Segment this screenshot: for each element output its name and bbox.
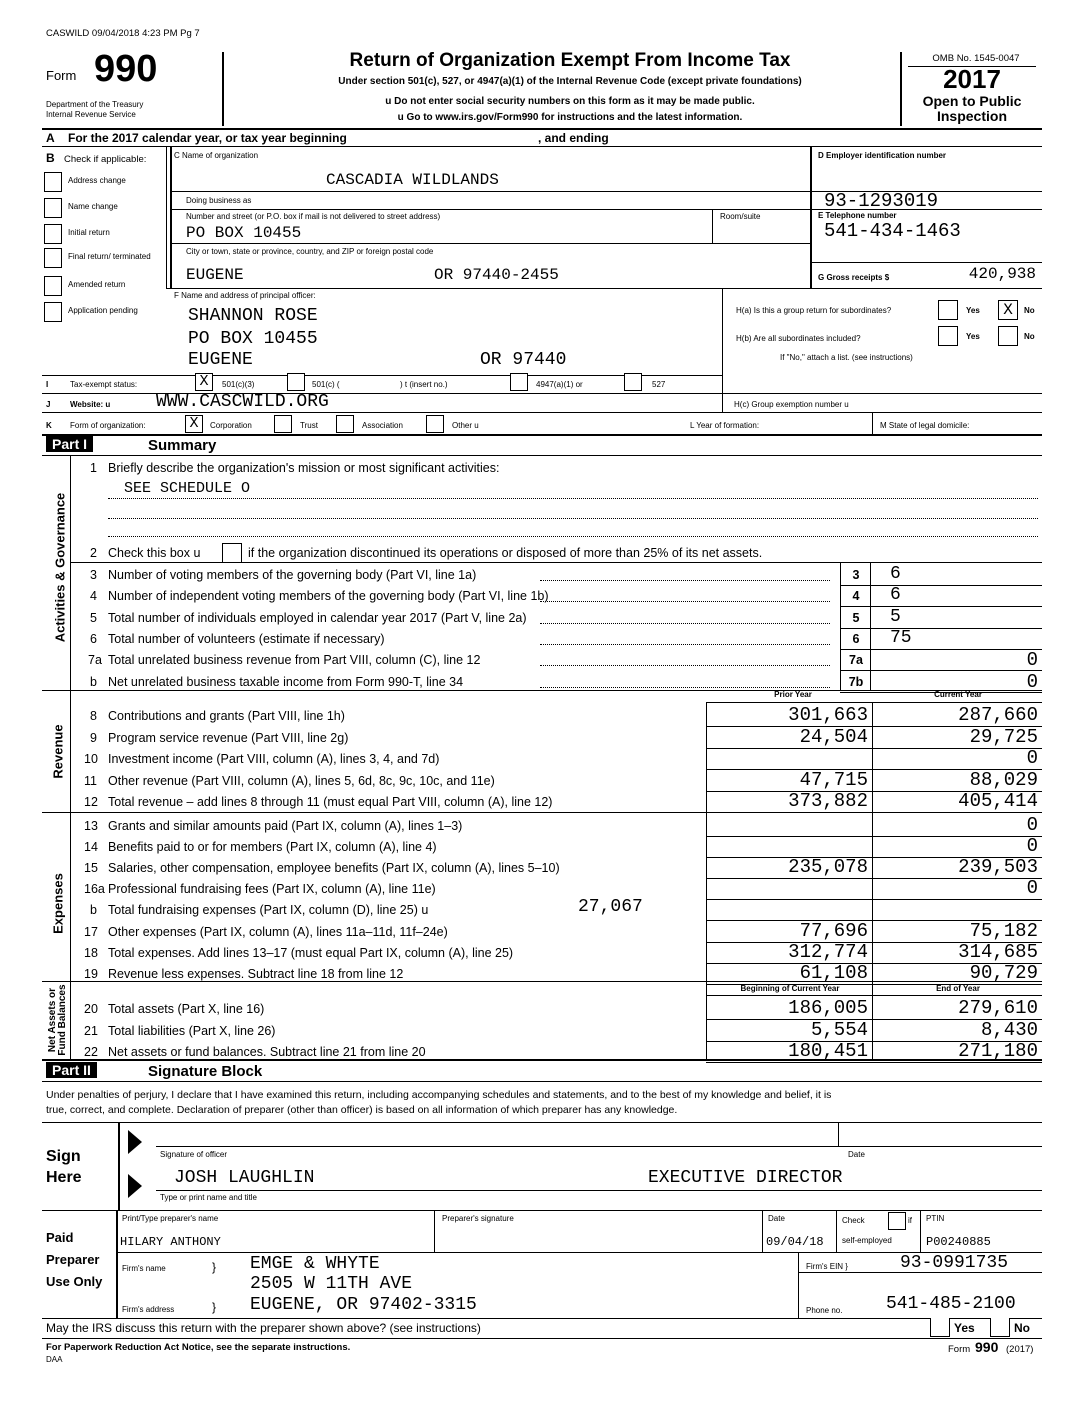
527-label: 527 <box>652 380 666 389</box>
501c3-label: 501(c)(3) <box>222 380 255 389</box>
line-text: Total number of volunteers (estimate if necessary) <box>108 631 385 646</box>
signer-name: JOSH LAUGHLIN <box>174 1168 315 1188</box>
form-of-org-label: Form of organization: <box>70 421 146 430</box>
here-label: Here <box>46 1169 82 1186</box>
current-year-value: 239,503 <box>958 856 1038 879</box>
line-value: 75 <box>890 627 912 648</box>
other-label: Other u <box>452 421 479 430</box>
line-text: Total unrelated business revenue from Part VIII, column (C), line 12 <box>108 653 481 668</box>
line-text: Program service revenue (Part VIII, line 2g) <box>108 730 349 745</box>
org-state-zip: OR 97440-2455 <box>434 266 559 284</box>
prep-date-label: Date <box>768 1214 785 1223</box>
prior-year-value: 77,696 <box>799 919 868 942</box>
prep-sig-label: Preparer's signature <box>442 1214 514 1223</box>
discuss-no-label: No <box>1014 1321 1030 1335</box>
if-label: if <box>908 1216 912 1225</box>
perjury-line1: Under penalties of perjury, I declare that I have examined this return, including accompanying schedules and statements, and to the best of my knowledge and belief, it is <box>46 1089 832 1101</box>
officer-address: PO BOX 10455 <box>188 329 318 349</box>
line-number: 8 <box>90 709 97 723</box>
line2-text-a: Check this box u <box>108 546 201 560</box>
line-box-number: 7a <box>849 653 863 668</box>
ha-yes-label: Yes <box>966 306 980 315</box>
header-note: CASWILD 09/04/2018 4:23 PM Pg 7 <box>46 28 200 39</box>
preparer-name: HILARY ANTHONY <box>120 1235 221 1249</box>
line-text: Salaries, other compensation, employee benefits (Part IX, column (A), lines 5–10) <box>108 861 560 876</box>
applicable-label: Address change <box>68 176 126 185</box>
discuss-question: May the IRS discuss this return with the preparer shown above? (see instructions) <box>46 1321 481 1335</box>
row-j-letter: J <box>46 400 51 409</box>
check-label: Check <box>842 1216 865 1225</box>
prior-year-value: 373,882 <box>788 790 868 812</box>
paperwork-notice: For Paperwork Reduction Act Notice, see the separate instructions. <box>46 1342 351 1353</box>
city-label: City or town, state or province, country, and ZIP or foreign postal code <box>186 247 434 256</box>
current-year-value: 314,685 <box>958 940 1038 963</box>
row-a-text: For the 2017 calendar year, or tax year beginning <box>68 131 347 145</box>
line-number: 22 <box>84 1045 98 1059</box>
org-name: CASCADIA WILDLANDS <box>326 171 499 189</box>
501c-insert-label: ) t (insert no.) <box>400 380 448 389</box>
line-number: 9 <box>90 730 97 745</box>
form-number: 990 <box>94 48 158 90</box>
form-subtitle-3: u Go to www.irs.gov/Form990 for instructions and the latest information. <box>397 112 743 123</box>
hb-yes-label: Yes <box>966 332 980 341</box>
footer-form-year: (2017) <box>1006 1344 1034 1355</box>
website-label: Website: u <box>70 400 111 409</box>
leader-dots <box>540 601 830 602</box>
officer-state-zip: OR 97440 <box>480 350 567 370</box>
4947-checkbox[interactable] <box>510 373 528 391</box>
line-value: 0 <box>1026 670 1038 693</box>
firm-name-label: Firm's name <box>122 1264 166 1273</box>
line-text: Other revenue (Part VIII, column (A), lines 5, 6d, 8c, 9c, 10c, and 11e) <box>108 773 495 788</box>
applicable-checkbox[interactable] <box>44 276 62 296</box>
hb-no-checkbox[interactable] <box>998 326 1018 346</box>
leader-dots <box>540 623 830 624</box>
applicable-checkbox[interactable] <box>44 248 62 268</box>
street-label: Number and street (or P.O. box if mail is not delivered to street address) <box>186 212 441 221</box>
applicable-checkbox[interactable] <box>44 224 62 244</box>
firm-name-arrow-icon: } <box>212 1260 217 1274</box>
line-text: Grants and similar amounts paid (Part IX, column (A), lines 1–3) <box>108 819 463 833</box>
current-year-value: 29,725 <box>969 725 1038 748</box>
line-value: 5 <box>890 606 901 627</box>
website-value[interactable]: WWW.CASCWILD.ORG <box>156 392 329 412</box>
line-number: 18 <box>84 945 98 960</box>
firm-address-2: EUGENE, OR 97402-3315 <box>250 1295 477 1315</box>
gross-label: G Gross receipts $ <box>818 273 890 282</box>
line-number: 21 <box>84 1023 98 1038</box>
line-text: Investment income (Part VIII, column (A), lines 3, 4, and 7d) <box>108 752 440 766</box>
row-rule <box>706 1062 1042 1063</box>
trust-checkbox[interactable] <box>274 415 292 433</box>
discuss-yes-checkbox[interactable] <box>930 1318 950 1337</box>
applicable-checkbox[interactable] <box>44 198 62 218</box>
line-number: 14 <box>84 840 98 855</box>
firm-address-arrow-icon: } <box>212 1300 217 1314</box>
hb-question: H(b) Are all subordinates included? <box>736 334 861 343</box>
dept-line1: Department of the Treasury <box>46 100 144 109</box>
paid-label: Paid <box>46 1230 74 1245</box>
phone-no-label: Phone no. <box>806 1306 843 1315</box>
current-year-value: 287,660 <box>958 704 1038 726</box>
row-i-letter: I <box>46 380 49 389</box>
ha-yes-checkbox[interactable] <box>938 300 958 320</box>
perjury-line2: true, correct, and complete. Declaration of preparer (other than officer) is based on all information of which preparer has any knowledge. <box>46 1104 678 1116</box>
row-rule <box>706 899 1042 900</box>
line-number: 17 <box>84 924 98 939</box>
org-street: PO BOX 10455 <box>186 224 302 242</box>
prep-name-label: Print/Type preparer's name <box>122 1214 219 1223</box>
line-number: 12 <box>84 795 98 809</box>
line-text: Contributions and grants (Part VIII, line 1h) <box>108 709 345 723</box>
ein-value: 93-1293019 <box>824 190 939 212</box>
corporation-checkbox[interactable]: X <box>185 415 203 433</box>
omb-number: OMB No. 1545-0047 <box>932 53 1020 64</box>
current-year-value: 405,414 <box>958 790 1038 812</box>
signer-title: EXECUTIVE DIRECTOR <box>648 1168 843 1188</box>
current-year-value: 88,029 <box>969 768 1038 791</box>
gross-value: 420,938 <box>968 265 1036 283</box>
inspection-label: Inspection <box>936 108 1007 124</box>
form-label: Form <box>46 68 77 83</box>
line-value: 6 <box>890 564 901 584</box>
leader-dots <box>540 687 830 688</box>
line-value: 0 <box>1026 649 1038 672</box>
sign-arrow-icon-2 <box>128 1174 142 1198</box>
inline-value: 27,067 <box>578 897 643 918</box>
line-box-number: 3 <box>852 568 860 582</box>
row-k-letter: K <box>46 421 52 430</box>
preparer-ptin: P00240885 <box>926 1235 991 1249</box>
501c-checkbox[interactable] <box>287 373 305 391</box>
tax-year: 2017 <box>943 64 1001 94</box>
signature-label: Signature of officer <box>160 1150 228 1159</box>
form-title: Return of Organization Exempt From Income Tax <box>349 50 791 71</box>
prior-year-value: 180,451 <box>788 1040 868 1062</box>
side-label-governance: Activities & Governance <box>52 492 68 643</box>
line-text: Total revenue – add lines 8 through 11 (must equal Part VIII, column (A), line 12) <box>108 795 553 809</box>
applicable-label: Final return/ terminated <box>68 252 151 261</box>
col-prior-year: Prior Year <box>774 690 812 699</box>
dept-line2: Internal Revenue Service <box>46 110 136 119</box>
open-to-public: Open to Public <box>922 93 1022 109</box>
association-checkbox[interactable] <box>336 415 354 433</box>
part1-title: Summary <box>148 437 217 454</box>
firm-name: EMGE & WHYTE <box>250 1254 380 1274</box>
part2-label: Part II <box>46 1062 97 1078</box>
side-label-net-assets: Net Assets or Fund Balances <box>47 984 68 1056</box>
other-checkbox[interactable] <box>426 415 444 433</box>
org-name-label: C Name of organization <box>174 151 259 160</box>
sign-label: Sign <box>46 1148 81 1165</box>
col-beginning: Beginning of Current Year <box>740 984 840 993</box>
ha-question: H(a) Is this a group return for subordinates? <box>736 306 892 315</box>
firm-phone: 541-485-2100 <box>886 1294 1016 1314</box>
line-number: 11 <box>84 773 97 788</box>
line-number: 16a <box>84 882 105 897</box>
self-employed-label: self-employed <box>842 1236 892 1245</box>
line-box-number: 4 <box>852 589 860 604</box>
line-number: b <box>90 903 97 918</box>
line-number: 15 <box>84 861 98 876</box>
line-box-number: 6 <box>852 631 860 646</box>
501c-label: 501(c) ( <box>312 380 340 389</box>
line-box-number: 7b <box>848 674 864 689</box>
sign-arrow-icon <box>128 1130 142 1154</box>
line-text: Other expenses (Part IX, column (A), lines 11a–11d, 11f–24e) <box>108 924 448 939</box>
leader-dots <box>540 665 830 666</box>
line-number: 19 <box>84 966 98 981</box>
current-year-value: 271,180 <box>958 1040 1038 1062</box>
org-city: EUGENE <box>186 266 244 284</box>
room-label: Room/suite <box>720 212 761 221</box>
footer-form-number: 990 <box>975 1339 999 1355</box>
line2-text-b: if the organization discontinued its operations or disposed of more than 25% of its net assets. <box>248 546 763 560</box>
prior-year-value: 186,005 <box>788 997 868 1019</box>
current-year-value: 0 <box>1026 814 1038 836</box>
line-value: 6 <box>890 585 901 606</box>
ein-label: D Employer identification number <box>818 151 947 160</box>
row-b-letter: B <box>46 151 55 165</box>
prior-year-value: 24,504 <box>799 725 868 748</box>
trust-label: Trust <box>300 421 318 430</box>
officer-name: SHANNON ROSE <box>188 306 318 326</box>
applicable-label: Initial return <box>68 228 110 237</box>
side-label-expenses: Expenses <box>50 873 66 934</box>
footer-form-word: Form <box>948 1344 971 1355</box>
line-number: 3 <box>90 568 97 582</box>
association-label: Association <box>362 421 403 430</box>
form-subtitle-1: Under section 501(c), 527, or 4947(a)(1) of the Internal Revenue Code (except private foundations) <box>338 76 802 87</box>
prior-year-value: 301,663 <box>788 704 868 726</box>
527-checkbox[interactable] <box>624 373 642 391</box>
line2-number: 2 <box>90 546 97 560</box>
col-current-year: Current Year <box>934 690 982 699</box>
ptin-label: PTIN <box>926 1214 945 1223</box>
line-text: Benefits paid to or for members (Part IX, column (A), line 4) <box>108 840 437 855</box>
line-text: Total expenses. Add lines 13–17 (must equal Part IX, column (A), line 25) <box>108 945 514 960</box>
line-number: 5 <box>90 610 97 625</box>
line-text: Total assets (Part X, line 16) <box>108 1002 265 1016</box>
line-text: Total fundraising expenses (Part IX, column (D), line 25) u <box>108 903 429 918</box>
corporation-label: Corporation <box>210 421 252 430</box>
domicile-label: M State of legal domicile: <box>880 421 970 430</box>
line-number: 10 <box>84 752 98 766</box>
line-text: Net assets or fund balances. Subtract line 21 from line 20 <box>108 1045 426 1059</box>
current-year-value: 0 <box>1026 747 1038 769</box>
part2-title: Signature Block <box>148 1063 263 1080</box>
501c3-checkbox[interactable]: X <box>195 373 213 391</box>
row-a-ending: , and ending <box>538 131 609 145</box>
h-note: If "No," attach a list. (see instructions) <box>780 353 913 362</box>
line1-number: 1 <box>90 461 97 475</box>
use-only-label: Use Only <box>46 1274 103 1289</box>
current-year-value: 0 <box>1026 877 1038 900</box>
line-text: Number of voting members of the governing body (Part VI, line 1a) <box>108 568 477 582</box>
part1-label: Part I <box>46 436 93 452</box>
ha-no-checkbox[interactable]: X <box>998 300 1018 320</box>
line-text: Professional fundraising fees (Part IX, column (A), line 11e) <box>108 882 436 897</box>
line-number: b <box>90 674 97 689</box>
line-text: Total number of individuals employed in calendar year 2017 (Part V, line 2a) <box>108 610 527 625</box>
current-year-value: 90,729 <box>969 961 1038 984</box>
firm-address-label: Firm's address <box>122 1305 175 1314</box>
line-number: 20 <box>84 1002 98 1016</box>
hb-yes-checkbox[interactable] <box>938 326 958 346</box>
applicable-checkbox[interactable] <box>44 172 62 192</box>
line-number: 7a <box>88 653 102 668</box>
dba-label: Doing business as <box>186 196 252 205</box>
hc-label: H(c) Group exemption number u <box>734 400 849 409</box>
prior-year-value: 235,078 <box>788 856 868 879</box>
discuss-no-checkbox[interactable] <box>990 1318 1010 1337</box>
firm-ein: 93-0991735 <box>900 1253 1009 1273</box>
current-year-value: 75,182 <box>969 919 1038 942</box>
row-b-label: Check if applicable: <box>64 154 147 165</box>
applicable-checkbox[interactable] <box>44 302 62 322</box>
firm-ein-label: Firm's EIN } <box>806 1262 848 1271</box>
line-text: Revenue less expenses. Subtract line 18 from line 12 <box>108 966 404 981</box>
discontinued-checkbox[interactable] <box>222 543 242 563</box>
hb-no-label: No <box>1024 332 1035 341</box>
preparer-label: Preparer <box>46 1252 100 1267</box>
line-number: 13 <box>84 819 98 833</box>
year-formation-label: L Year of formation: <box>690 421 760 430</box>
firm-address-1: 2505 W 11TH AVE <box>250 1274 413 1294</box>
self-employed-checkbox[interactable] <box>888 1212 906 1230</box>
officer-label: F Name and address of principal officer: <box>174 291 316 300</box>
daa-label: DAA <box>46 1355 63 1364</box>
officer-city: EUGENE <box>188 350 253 370</box>
phone-value: 541-434-1463 <box>824 220 961 242</box>
current-year-value: 279,610 <box>958 997 1038 1019</box>
4947-label: 4947(a)(1) or <box>536 380 583 389</box>
line-text: Net unrelated business taxable income from Form 990-T, line 34 <box>108 674 464 689</box>
prior-year-value: 47,715 <box>799 768 868 791</box>
leader-dots <box>540 580 830 581</box>
discuss-yes-label: Yes <box>954 1321 975 1335</box>
preparer-date: 09/04/18 <box>766 1235 824 1249</box>
line-box-number: 5 <box>852 610 860 625</box>
prior-year-value: 5,554 <box>810 1018 868 1041</box>
ha-no-label: No <box>1024 306 1035 315</box>
line-text: Number of independent voting members of the governing body (Part VI, line 1b) <box>108 589 549 604</box>
line-number: 4 <box>90 589 97 604</box>
line-text: Total liabilities (Part X, line 26) <box>108 1023 276 1038</box>
side-label-revenue: Revenue <box>50 724 66 779</box>
tax-exempt-label: Tax-exempt status: <box>70 380 138 389</box>
applicable-label: Amended return <box>68 280 126 289</box>
applicable-label: Application pending <box>68 306 138 315</box>
prior-year-value: 312,774 <box>788 940 868 963</box>
phone-label: E Telephone number <box>818 211 897 220</box>
current-year-value: 0 <box>1026 835 1038 858</box>
current-year-value: 8,430 <box>980 1018 1038 1041</box>
row-a-letter: A <box>46 131 55 145</box>
mission-text: SEE SCHEDULE O <box>124 480 251 497</box>
type-name-label: Type or print name and title <box>160 1193 257 1202</box>
line-number: 6 <box>90 631 97 646</box>
leader-dots <box>540 644 830 645</box>
form-subtitle-2: u Do not enter social security numbers on this form as it may be made public. <box>385 96 755 107</box>
applicable-label: Name change <box>68 202 118 211</box>
col-end-of-year: End of Year <box>936 984 980 993</box>
prior-year-value: 61,108 <box>799 961 868 984</box>
signature-date-label: Date <box>848 1150 865 1159</box>
line1-text: Briefly describe the organization's mission or most significant activities: <box>108 461 500 475</box>
